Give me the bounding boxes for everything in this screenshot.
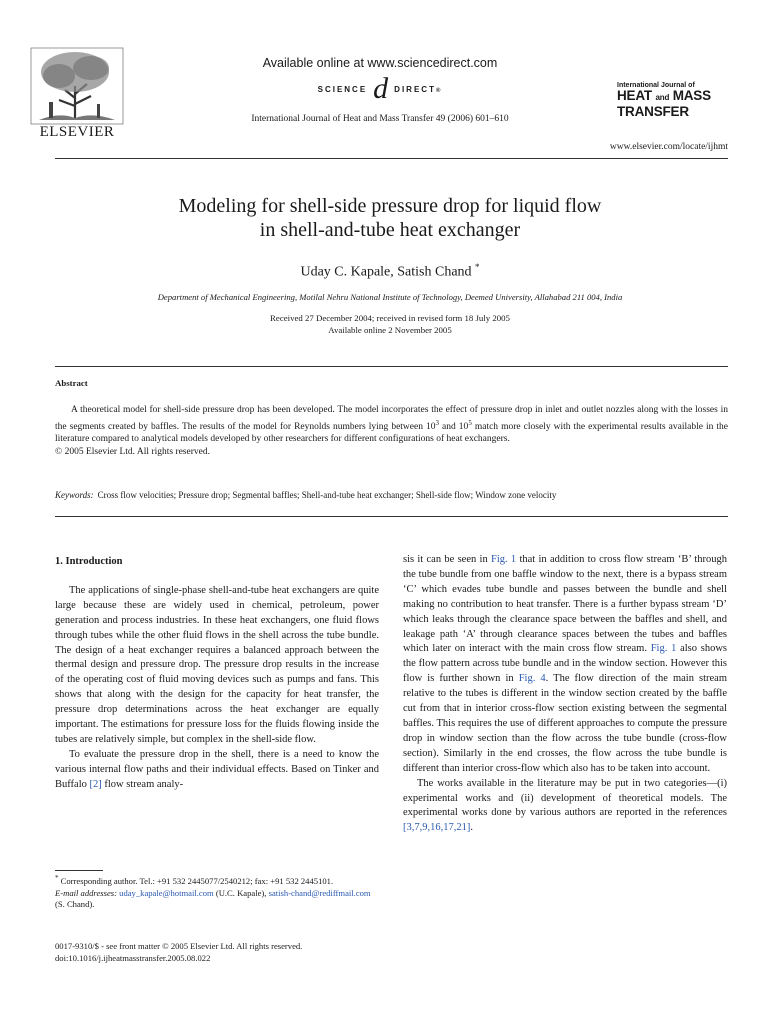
abstract-text: A theoretical model for shell-side pressure drop has been developed. The model incorporates the effect of pressure drop in inlet and outlet nozzles along with the losses in the segments created by baffles. The results of the model for Reynolds numbers lying between $10^3$ and $10^5$ match more closely with the experimental results available in the literature compared to analytical models developed by other researchers for different configurations of heat exchangers.	[55, 405, 728, 445]
email-addresses: E-mail addresses: uday_kapale@hotmail.com (U.C. Kapale), satish-chand@rediffmail.com (S. Chand).	[55, 887, 371, 910]
issn-line: 0017-9310/$ - see front matter © 2005 Elsevier Ltd. All rights reserved.	[55, 941, 303, 951]
right-paragraph-1: sis it can be seen in Fig. 1 that in addition to cross flow stream ‘B’ through the tube bundle from one baffle window to the next, there is a bypass stream ‘C’ which evades tube bundle and passes between the bundle and shell making no contribution to heat transfer. There is a further bypass stream ‘D’ which leaks through the clearance space between the baffles and shell, and leakage path ‘A’ through clearance spaces between the tubes and baffles which later on interact with the main cross flow stream. Fig. 1 also shows the flow pattern across tube bundle and in the window section. However this flow is further shown in Fig. 4. The flow direction of the main stream relative to the tubes is different in the window section created by the baffle cut from that in interior cross-flow section existing between the segmental baffles. This requires the use of different approaches to compute the pressure drop in window section than the flow across the tube bundle (cross-flow section). Similarly in the end crosses, the flow across the tube bundle is different than interior cross-flow which also has to be taken into account.	[403, 554, 728, 774]
intro-paragraph-2: To evaluate the pressure drop in the shell, there is a need to know the various internal flow paths and their individual effects. Based on Tinker and Buffalo [2] flow stream analy-	[55, 748, 379, 790]
title-line-2: in shell-and-tube heat exchanger	[259, 219, 521, 241]
abstract-body	[55, 404, 728, 459]
keywords-label: Keywords:	[55, 490, 94, 500]
journal-brand-logo	[617, 82, 737, 119]
sd-left-word: SCIENCE	[317, 84, 368, 94]
article-title	[60, 194, 720, 242]
footnote-divider	[55, 870, 103, 871]
figure-link-4[interactable]: Fig. 4	[518, 673, 546, 685]
reference-link-list[interactable]: [3,7,9,16,17,21]	[403, 822, 471, 834]
author-list	[60, 262, 720, 281]
available-online-text[interactable]: Available online at www.sciencedirect.com	[262, 56, 498, 70]
corresponding-author-mark[interactable]: *	[475, 262, 480, 272]
journal-website-link[interactable]: www.elsevier.com/locate/ijhmt	[609, 142, 728, 152]
right-column	[403, 553, 727, 836]
doi-line[interactable]: doi:10.1016/j.ijheatmasstransfer.2005.08.022	[55, 953, 211, 963]
sciencedirect-logo	[180, 74, 580, 104]
abstract-copyright: © 2005 Elsevier Ltd. All rights reserved.	[55, 446, 210, 457]
sd-right-word: DIRECT®	[394, 84, 443, 94]
reference-link-2[interactable]: [2]	[89, 778, 102, 790]
received-dates: Received 27 December 2004; received in revised form 18 July 2005	[270, 313, 510, 323]
corresponding-author-note: * Corresponding author. Tel.: +91 532 2445077/2540212; fax: +91 532 2445101.	[55, 874, 334, 886]
sd-at-icon: d	[373, 72, 389, 105]
publisher-name: ELSEVIER	[39, 124, 115, 140]
figure-link-1[interactable]: Fig. 1	[491, 554, 517, 565]
brand-small-text: International Journal of	[617, 82, 695, 89]
brand-line-2: TRANSFER	[617, 104, 689, 119]
email-link-chand[interactable]: satish-chand@rediffmail.com	[268, 887, 371, 898]
abstract-heading: Abstract	[55, 378, 88, 388]
journal-citation: International Journal of Heat and Mass Transfer 49 (2006) 601–610	[251, 114, 509, 124]
title-line-1: Modeling for shell-side pressure drop for liquid flow	[178, 195, 602, 217]
elsevier-logo	[22, 46, 132, 141]
elsevier-tree-icon	[29, 46, 125, 126]
intro-paragraph-1: The applications of single-phase shell-and-tube heat exchangers are quite large because these are widely used in chemical, petroleum, power generation and process industries. In these heat exchangers, one fluid flows through tubes while the other fluid flows in the shell across the tube bundle. The design of a heat exchanger requires a balanced approach between the thermal design and pressure drop. The pressure drop results in the increase of the operating cost of fluid moving devices such as pumps and fans. This shows that along with the design for the capacity for heat transfer, the pressure drop determinations across the heat exchanger are equally important. The estimations for pressure loss for the fluids flowing inside the tubes are relatively simple, but complex in the shell-side flow.	[55, 584, 379, 745]
email-link-kapale[interactable]: uday_kapale@hotmail.com	[119, 887, 214, 898]
affiliation: Department of Mechanical Engineering, Motilal Nehru National Institute of Technology, Deemed University, Allahabad 211 004, India	[157, 292, 623, 302]
left-column	[55, 555, 379, 793]
authors-text: Uday C. Kapale, Satish Chand	[300, 264, 472, 280]
abstract-bottom-divider	[55, 516, 728, 517]
article-identifiers	[55, 940, 385, 964]
right-paragraph-2: The works available in the literature may be put in two categories—(i) experimental works and (ii) development of theoretical models. The experimental works done by various authors are reported in the references [3,7,9,16,17,21].	[403, 777, 727, 834]
online-date: Available online 2 November 2005	[328, 325, 452, 335]
abstract-top-divider	[55, 366, 728, 367]
article-dates	[60, 312, 720, 336]
brand-line-1: HEAT and MASS	[617, 88, 711, 103]
section-heading-introduction: 1. Introduction	[55, 556, 123, 567]
figure-link-1b[interactable]: Fig. 1	[650, 643, 677, 655]
sciencedirect-header	[180, 56, 580, 124]
keywords-list: Cross flow velocities; Pressure drop; Segmental baffles; Shell-and-tube heat exchanger; Shell-side flow; Window zone velocity	[97, 490, 557, 500]
footnote	[55, 873, 379, 911]
header-divider	[55, 158, 728, 159]
keywords	[55, 490, 728, 500]
